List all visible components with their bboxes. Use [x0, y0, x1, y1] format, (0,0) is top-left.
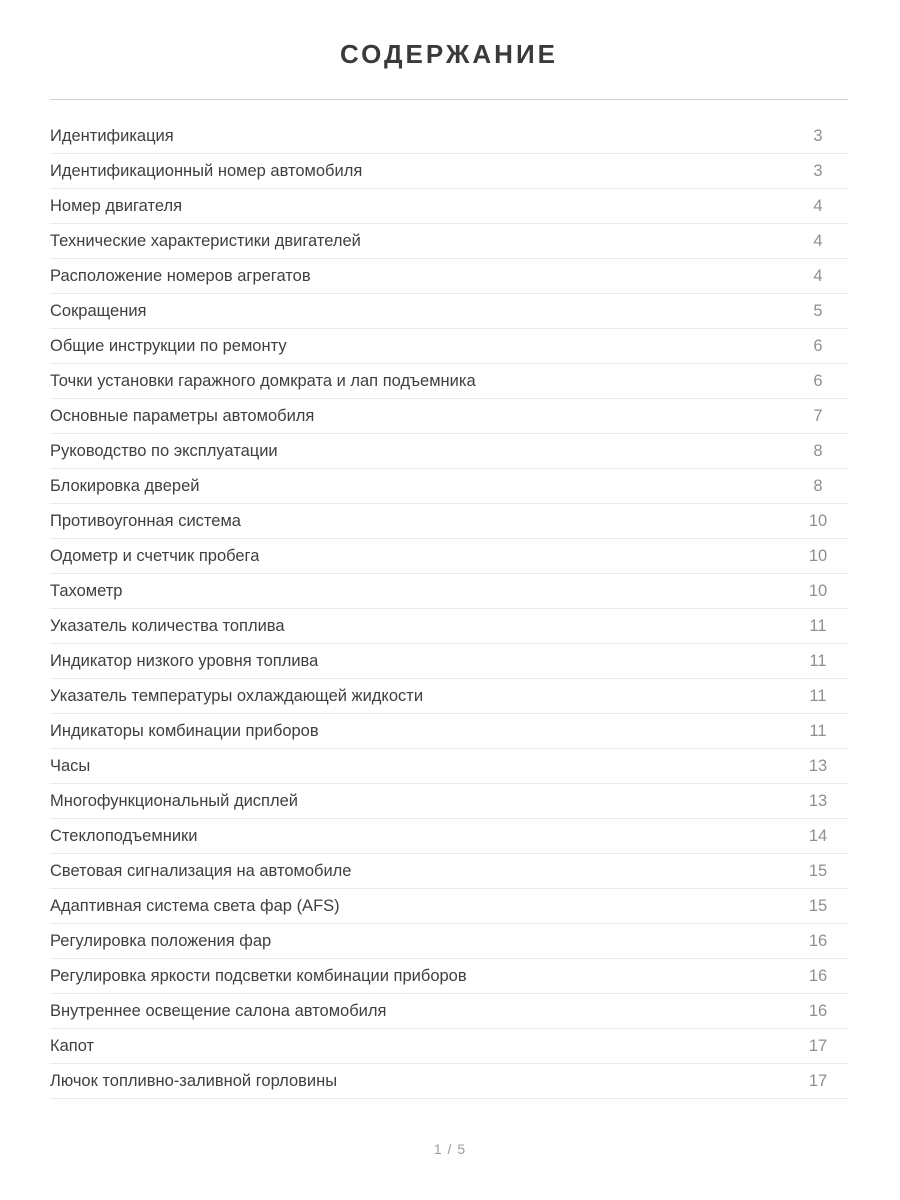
toc-row[interactable] — [50, 679, 848, 714]
toc-row[interactable] — [50, 469, 848, 504]
toc-item-label: Тахометр — [50, 581, 123, 600]
toc-item-label: Капот — [50, 1036, 95, 1055]
toc-item-label: Точки установки гаражного домкрата и лап подъемника — [50, 371, 476, 390]
toc-item-label: Внутреннее освещение салона автомобиля — [50, 1001, 387, 1020]
toc-row[interactable] — [50, 609, 848, 644]
toc-item-page: 4 — [813, 196, 823, 215]
toc-item-page: 10 — [808, 511, 828, 530]
toc-item-label: Блокировка дверей — [50, 476, 200, 495]
toc-row[interactable] — [50, 294, 848, 329]
toc-item-page: 6 — [813, 371, 823, 390]
toc-item-page: 16 — [808, 966, 828, 985]
toc-item-label: Руководство по эксплуатации — [50, 441, 278, 460]
toc-item-label: Многофункциональный дисплей — [50, 791, 299, 810]
toc-row[interactable] — [50, 924, 848, 959]
toc-item-label: Технические характеристики двигателей — [50, 231, 361, 250]
toc-item-page: 11 — [809, 721, 827, 740]
toc-row[interactable] — [50, 994, 848, 1029]
toc-item-page: 8 — [813, 441, 823, 460]
toc-row[interactable] — [50, 644, 848, 679]
toc-row[interactable] — [50, 889, 848, 924]
toc-item-page: 10 — [808, 581, 828, 600]
toc-item-label: Противоугонная система — [50, 511, 241, 530]
toc-item-label: Одометр и счетчик пробега — [50, 546, 260, 565]
toc-item-page: 15 — [808, 861, 828, 880]
toc-item-label: Указатель количества топлива — [50, 616, 285, 635]
toc-row[interactable] — [50, 854, 848, 889]
toc-item-page: 4 — [813, 266, 823, 285]
toc-item-page: 10 — [808, 546, 828, 565]
toc-item-label: Общие инструкции по ремонту — [50, 336, 287, 355]
toc-item-page: 3 — [813, 161, 823, 180]
toc-row[interactable] — [50, 119, 848, 154]
toc-item-label: Идентификационный номер автомобиля — [50, 161, 363, 180]
toc-item-label: Регулировка положения фар — [50, 931, 272, 950]
toc-item-page: 16 — [808, 931, 828, 950]
toc-item-label: Стеклоподъемники — [50, 826, 198, 845]
toc-item-page: 16 — [808, 1001, 828, 1020]
toc-item-label: Адаптивная система света фар (AFS) — [50, 896, 340, 915]
page-indicator: 1 / 5 — [433, 1141, 467, 1157]
toc-item-label: Регулировка яркости подсветки комбинации приборов — [50, 966, 467, 985]
toc-row[interactable] — [50, 154, 848, 189]
toc-row[interactable] — [50, 1029, 848, 1064]
toc-row[interactable] — [50, 784, 848, 819]
toc-item-page: 3 — [813, 126, 823, 145]
toc-item-label: Часы — [50, 756, 91, 775]
toc-row[interactable] — [50, 539, 848, 574]
toc-item-page: 7 — [813, 406, 823, 425]
toc-row[interactable] — [50, 329, 848, 364]
toc-item-page: 6 — [813, 336, 823, 355]
toc-row[interactable] — [50, 224, 848, 259]
toc-list — [50, 119, 848, 1099]
toc-row[interactable] — [50, 504, 848, 539]
toc-item-page: 5 — [813, 301, 823, 320]
toc-item-label: Сокращения — [50, 301, 147, 320]
toc-item-page: 11 — [809, 686, 827, 705]
toc-item-page: 15 — [808, 896, 828, 915]
toc-item-label: Лючок топливно-заливной горловины — [50, 1071, 338, 1090]
toc-item-page: 11 — [809, 616, 827, 635]
toc-row[interactable] — [50, 399, 848, 434]
toc-item-label: Номер двигателя — [50, 196, 183, 215]
toc-item-page: 11 — [809, 651, 827, 670]
toc-item-label: Расположение номеров агрегатов — [50, 266, 311, 285]
toc-item-label: Световая сигнализация на автомобиле — [50, 861, 352, 880]
toc-row[interactable] — [50, 749, 848, 784]
page-header — [50, 0, 848, 100]
toc-item-page: 13 — [808, 791, 828, 810]
toc-item-page: 17 — [808, 1071, 828, 1090]
toc-row[interactable] — [50, 574, 848, 609]
page-footer — [0, 1141, 900, 1159]
toc-row[interactable] — [50, 1064, 848, 1099]
toc-item-page: 13 — [808, 756, 828, 775]
toc-item-label: Индикатор низкого уровня топлива — [50, 651, 319, 670]
toc-item-page: 17 — [808, 1036, 828, 1055]
toc-item-label: Указатель температуры охлаждающей жидкости — [50, 686, 424, 705]
toc-item-page: 4 — [813, 231, 823, 250]
page-title: СОДЕРЖАНИЕ — [340, 39, 558, 69]
toc-row[interactable] — [50, 259, 848, 294]
title-divider — [50, 99, 848, 100]
toc-item-page: 8 — [813, 476, 823, 495]
toc-row[interactable] — [50, 364, 848, 399]
toc-row[interactable] — [50, 959, 848, 994]
toc-item-page: 14 — [808, 826, 828, 845]
toc-row[interactable] — [50, 819, 848, 854]
toc-item-label: Идентификация — [50, 126, 174, 145]
toc-row[interactable] — [50, 434, 848, 469]
toc-item-label: Индикаторы комбинации приборов — [50, 721, 319, 740]
toc-row[interactable] — [50, 714, 848, 749]
toc-row[interactable] — [50, 189, 848, 224]
toc-item-label: Основные параметры автомобиля — [50, 406, 315, 425]
